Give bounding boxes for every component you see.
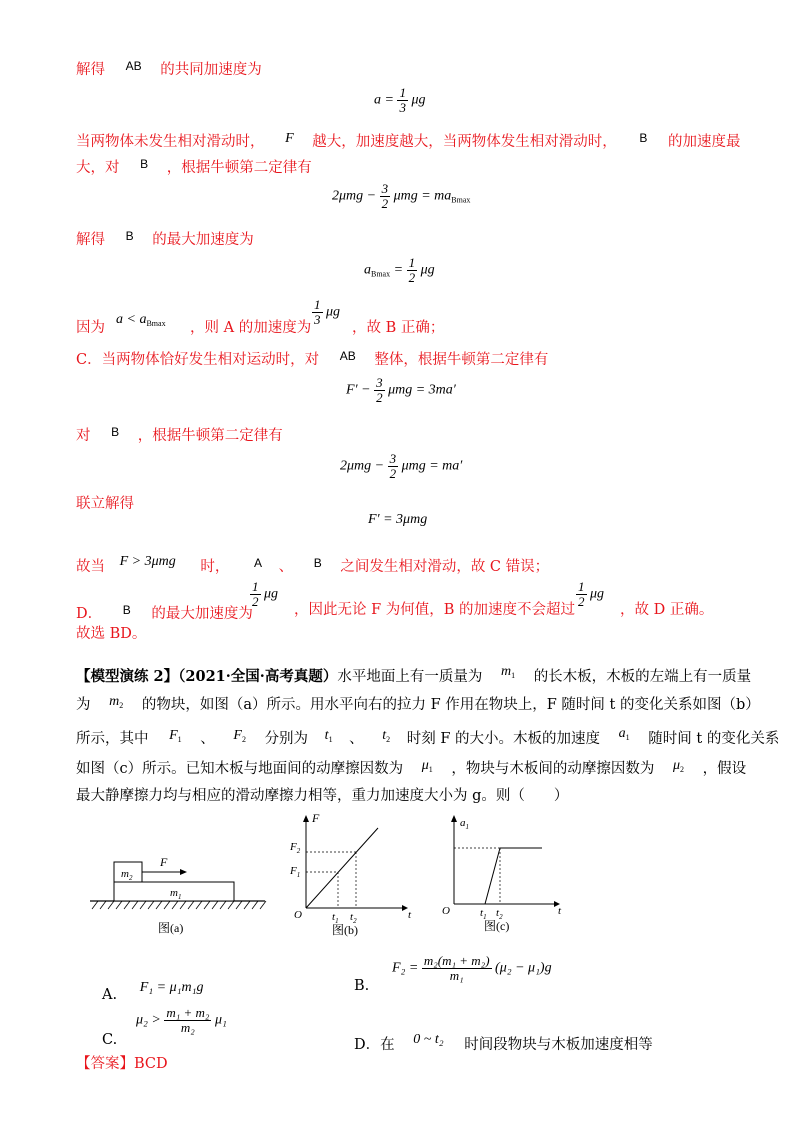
option-d[interactable]: D．在 0 ~ t₂ 时间段物块与木板加速度相等 — [354, 1032, 653, 1053]
equation-2: 2μmg − $\frac{3}{2}$ $\mu mg = ma_{Bmax}$ — [332, 181, 471, 211]
figure-b — [289, 811, 412, 937]
solution-line-7: 对 $^B$ ，根据牛顿第二定律有 — [76, 425, 283, 444]
label-m1: $m_1$ — [170, 887, 182, 901]
b-t-axis-label: t — [408, 909, 412, 921]
force-arrowhead — [180, 869, 187, 875]
solution-line-2: 当两物体未发生相对滑动时， F 越大，加速度越大，当两物体发生相对滑动时， $^B$ 的加速度最 — [76, 131, 741, 150]
option-b[interactable]: B. — [354, 978, 370, 994]
problem-source: （2021·全国·高考真题） — [178, 668, 338, 685]
c-origin: O — [442, 905, 450, 917]
problem-line-3: 所示，其中 $F_1$ 、 $F_2$ 分别为 $t_1$ 、 $t_2$ 时刻 F 的大小。木板的加速度 $a_1$ 随时间 t 的变化关系 — [76, 726, 780, 747]
inline-frac-1-2-mug-a: $\frac{1}{2}$ μg — [252, 579, 279, 609]
equation-6: F′ = 3μmg — [368, 512, 428, 527]
caption-c: 图(c) — [484, 919, 510, 933]
answer: 【答案】BCD — [76, 1056, 168, 1072]
c-t1: $t_1$ — [480, 907, 487, 921]
solution-line-6: C．当两物体恰好发生相对运动时，对 $^{AB}$ 整体，根据牛顿第二定律有 — [76, 349, 549, 368]
c-t2: $t_2$ — [496, 907, 503, 921]
solution-line-3: 大，对 $^B$ ，根据牛顿第二定律有 — [76, 157, 312, 176]
c-label-a1: $a_1$ — [460, 817, 469, 831]
b-t2: $t_2$ — [350, 911, 357, 925]
solution-line-10b: ，因此无论 F 为何值，B 的加速度不会超过 — [294, 602, 576, 618]
inline-frac-1-2-mug-b: $\frac{1}{2}$ μg — [578, 579, 605, 609]
option-c-expr: μ₂ > $\frac{\text{m₁ + m₂}}{\text{m₂}}$ μ₁ — [136, 1005, 227, 1035]
problem-line-5: 最大静摩擦力均与相应的滑动摩擦力相等，重力加速度大小为 g。则（ ） — [76, 788, 569, 804]
problem-label: 【模型演练 2】 — [76, 668, 179, 685]
problem-line-2: 为 $m_2$ 的物块，如图（a）所示。用水平向右的拉力 F 作用在物块上，F 随时间 t 的变化关系如图（b） — [76, 694, 760, 713]
solution-line-10c: ，故 D 正确。 — [620, 602, 714, 618]
figure-a — [90, 855, 266, 935]
equation-3: $a_{Bmax}$ = $\frac{1}{2}$ μg — [364, 255, 435, 285]
solution-line-4: 解得 $^B$ 的最大加速度为 — [76, 229, 254, 248]
solution-line-5c: ，故 B 正确； — [352, 320, 445, 336]
equation-5: 2μmg − $\frac{3}{2}$ μmg = ma′ — [340, 451, 463, 481]
ground-hatching — [92, 901, 266, 909]
equation-1: a = $\frac{1}{3}$ μg — [374, 85, 426, 115]
b-t1: $t_1$ — [332, 911, 339, 925]
solution-line-10: D． $^B$ 的最大加速度为 — [76, 603, 253, 622]
solution-line-5: 因为 — [76, 320, 105, 336]
solution-line-8: 联立解得 — [76, 496, 134, 512]
solution-line-9: 故当 F > 3μmg 时， $^A$ 、 $^B$ 之间发生相对滑动，故 C 错误； — [76, 554, 550, 575]
b-origin: O — [294, 909, 302, 921]
solution-line-1: 解得 $^{AB}$ 的共同加速度为 — [76, 59, 262, 78]
c-guides — [454, 848, 500, 904]
b-label-F1: $F_1$ — [290, 865, 301, 879]
solution-line-5b: ，则 A 的加速度为 — [190, 320, 312, 336]
figure-group — [80, 808, 580, 938]
caption-a: 图(a) — [158, 921, 184, 935]
solution-line-11: 故选 BD。 — [76, 626, 147, 642]
b-label-F2: $F_2$ — [290, 841, 301, 855]
equation-4: F′ − $\frac{3}{2}$ μmg = 3ma′ — [346, 375, 456, 405]
b-label-F: F — [312, 811, 320, 825]
c-a1-ramp — [485, 848, 500, 904]
label-m2: $m_2$ — [121, 868, 133, 882]
option-b-expr: F₂ = $\frac{\text{m₂(m₁ + m₂)}}{\text{m₁}}$ (μ₂ − μ₁)g — [392, 953, 552, 983]
problem-line-4: 如图（c）所示。已知木板与地面间的动摩擦因数为 $\mu_1$ ，物块与木板间的动摩擦因数为 $\mu_2$ ，假设 — [76, 758, 747, 777]
figure-c — [442, 815, 562, 933]
problem-line-1: 【模型演练 2】（2021·全国·高考真题）水平地面上有一质量为 $m_1$ 的长木板，木板的左端上有一质量 — [76, 664, 752, 685]
option-a[interactable]: A. F₁ = μ₁m₁g — [102, 980, 204, 1003]
inline-math-a-lt-abmax: $a < a_{Bmax}$ — [116, 312, 166, 328]
label-F: F — [160, 855, 168, 869]
b-F-line — [306, 828, 378, 908]
caption-b: 图(b) — [332, 923, 358, 937]
option-c[interactable]: C. — [102, 1032, 118, 1048]
c-t-axis-label: t — [558, 905, 562, 917]
inline-frac-1-3-mug: $\frac{1}{3}$ μg — [314, 297, 341, 327]
